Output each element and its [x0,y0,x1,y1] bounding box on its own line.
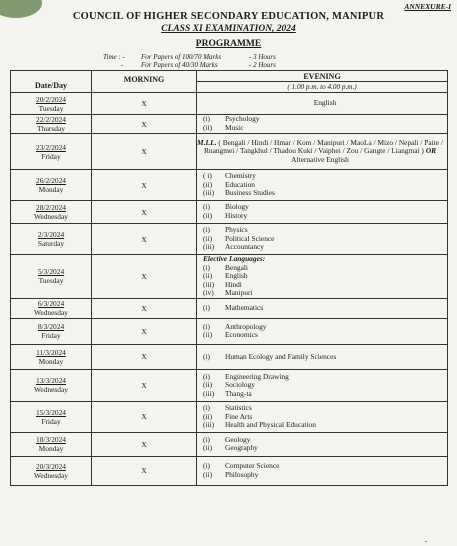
subject-number: (ii) [203,411,213,421]
time-line-1-text: For Papers of 100/70 Marks [141,53,222,61]
evening-cell [197,134,448,170]
subject-number: (ii) [203,211,213,220]
table-row [11,115,448,134]
schedule-body [11,93,448,486]
exam-date: 26/2/2024 [36,176,66,185]
exam-day: Tuesday [38,276,64,286]
time-line-2-prefix: - [120,61,124,69]
subject-number: (i) [203,303,210,313]
subject-item [203,99,447,108]
subject-name: Anthropology [225,321,267,331]
date-cell [11,432,92,456]
exam-date: 20/2/2024 [36,94,66,104]
subject-name: Physics [225,225,248,235]
table-row [11,93,448,115]
subject-item [203,421,447,430]
subject-item [203,124,447,133]
morning-cell: X [92,344,197,369]
table-row [11,170,448,201]
subject-item [203,471,447,480]
evening-cell [197,344,448,369]
subject-name: Hindi [225,279,242,289]
subject-name: English [313,98,337,108]
time-line-2 [103,61,276,69]
mil-alternative: Alternative English [291,154,349,164]
subject-number: (i) [203,371,210,381]
table-row [11,298,448,318]
morning-cell: X [92,224,197,255]
exam-day: Saturday [37,239,65,248]
exam-date: 5/3/2024 [37,267,65,277]
subject-number: (i) [203,461,210,471]
subject-name: Political Science [225,233,275,243]
header-date-day: Date/Day [11,71,92,93]
subject-name: Computer Science [225,461,280,471]
table-row [11,318,448,344]
date-cell [11,369,92,401]
subject-name: English [225,271,248,281]
exam-date: 22/2/2024 [36,115,66,124]
morning-cell: X [92,298,197,318]
morning-cell: X [92,369,197,401]
table-row [11,369,448,401]
subject-number: (iii) [203,388,215,398]
subject-number: (ii) [203,179,213,189]
subject-name: Chemistry [225,171,256,181]
table-row [11,201,448,224]
subject-item [203,304,447,313]
exam-day: Monday [38,185,64,194]
subject-item [203,212,447,221]
subject-name: Engineering Drawing [225,371,289,381]
table-row [11,456,448,485]
date-cell [11,401,92,432]
evening-cell [197,456,448,485]
header-evening-time: ( 1.00 p.m. to 4.00 p.m.) [197,82,448,93]
subject-number: (i) [203,351,210,361]
exam-day: Monday [38,356,64,366]
subject-number: (ii) [203,123,213,132]
date-cell [11,318,92,344]
subject-name: Education [225,179,255,189]
exam-day: Thursday [37,124,65,133]
mil-languages: ( Bengali / Hindi / Hmar / Kom / Manipuri / MaoLa / Mizo / Nepali / Paite / Ruangmei / Tangkhul / Thadou Kuki / Vaiphei / Zou / Gangte / Liangmai ) [203,137,443,156]
date-cell [11,115,92,134]
exam-date: 23/2/2024 [36,142,66,152]
date-cell [11,344,92,369]
subject-name: Mathematics [225,303,264,313]
morning-cell: X [92,318,197,344]
morning-cell: X [92,456,197,485]
subject-name: Statistics [225,403,252,413]
subject-item [203,243,447,252]
date-cell [11,298,92,318]
elective-heading: Elective Languages: [203,254,266,263]
morning-cell: X [92,170,197,201]
evening-cell [197,201,448,224]
exam-title: CLASS XI EXAMINATION, 2024 [161,24,296,34]
subject-number: (iii) [203,279,215,289]
exam-day: Friday [41,331,61,341]
date-cell [11,134,92,170]
subject-number: (ii) [203,233,213,243]
subject-item [203,390,447,399]
subject-name: Philosophy [225,469,259,479]
exam-date: 28/2/2024 [36,203,66,212]
subject-name: Psychology [225,114,260,124]
subject-number: (ii) [203,469,213,479]
subject-number: (iii) [203,242,215,252]
subject-name: History [225,211,248,220]
council-title: COUNCIL OF HIGHER SECONDARY EDUCATION, MANIPUR [72,11,385,22]
subject-number: (i) [203,114,210,124]
subject-number: ( i) [203,171,212,181]
time-line-2-text: For Papers of 40/30 Marks [141,61,218,69]
exam-day: Wednesday [34,308,68,318]
morning-cell: X [92,255,197,299]
subject-number: (i) [203,434,210,444]
morning-cell: X [92,201,197,224]
exam-day: Monday [38,444,64,454]
exam-day: Friday [41,416,61,426]
date-cell [11,170,92,201]
exam-date: 13/3/2024 [36,376,66,386]
evening-cell [197,170,448,201]
subject-number: (iii) [203,188,215,198]
subject-name: Thang-ta [225,388,252,398]
table-row [11,224,448,255]
table-row [11,401,448,432]
date-cell [11,224,92,255]
morning-cell: X [92,115,197,134]
subject-name: Bengali [225,262,248,272]
evening-cell [197,115,448,134]
subject-name: Economics [225,330,258,340]
mil-or: OR [425,146,437,156]
exam-date: 20/3/2024 [36,461,66,471]
subject-number: (iii) [203,420,215,430]
date-cell [11,93,92,115]
evening-cell [197,93,448,115]
subject-name: Manipuri [225,288,253,298]
table-row [11,432,448,456]
exam-day: Wednesday [34,212,68,221]
subject-number: (i) [203,202,210,212]
date-cell [11,255,92,299]
subject-name: Business Studies [225,188,275,198]
subject-name: Accountancy [225,242,264,252]
evening-cell [197,369,448,401]
subject-item [203,353,447,362]
subject-number: (ii) [203,271,213,281]
subject-number: (ii) [203,380,213,390]
exam-date: 15/3/2024 [36,407,66,417]
subject-name: Geography [225,443,258,453]
evening-cell [197,318,448,344]
header-morning: MORNING [92,71,197,93]
time-line-2-value: - 2 Hours [249,61,276,69]
morning-cell: X [92,134,197,170]
time-label: Time : - [103,53,125,61]
exam-date: 18/3/2024 [36,435,66,445]
evening-cell [197,432,448,456]
date-cell [11,456,92,485]
subject-name: Health and Physical Education [225,420,316,430]
subject-number: (ii) [203,330,213,340]
subject-item [203,331,447,340]
table-row [11,344,448,369]
subject-item [203,289,447,298]
exam-date: 11/3/2024 [36,347,66,357]
evening-cell [197,224,448,255]
page-mark: - [424,537,427,545]
table-row [11,134,448,170]
subject-number: (i) [203,403,210,413]
date-cell [11,201,92,224]
annexure-label: ANNEXURE-I [404,2,451,11]
exam-day: Wednesday [34,470,68,480]
exam-date: 2/3/2024 [37,230,65,239]
exam-day: Wednesday [34,385,68,395]
exam-date: 6/3/2024 [37,299,65,309]
morning-cell: X [92,432,197,456]
exam-day: Friday [41,151,61,161]
subject-name: Human Ecology and Family Sciences [225,351,337,361]
table-row [11,255,448,299]
subject-number: (i) [203,225,210,235]
header-evening: EVENING [197,71,448,82]
subject-number: (iv) [203,288,214,298]
morning-cell: X [92,93,197,115]
exam-schedule-table [10,70,448,486]
evening-cell [197,298,448,318]
programme-heading: PROGRAMME [195,39,262,49]
exam-date: 8/3/2024 [37,322,65,332]
mil-label: M.I.L. [197,137,217,147]
subject-name: Fine Arts [225,411,253,421]
subject-name: Music [225,123,244,132]
subject-number: (i) [203,262,210,272]
subject-name: Biology [225,202,249,212]
subject-item [203,444,447,453]
evening-cell [197,401,448,432]
morning-cell: X [92,401,197,432]
subject-number: (i) [203,321,210,331]
time-line-1-value: - 3 Hours [249,53,276,61]
time-line-1 [103,53,276,61]
subject-item [203,189,447,198]
evening-cell [197,255,448,299]
subject-name: Sociology [225,380,255,390]
exam-day: Tuesday [38,103,64,113]
subject-number: (ii) [203,443,213,453]
subject-name: Geology [225,434,251,444]
